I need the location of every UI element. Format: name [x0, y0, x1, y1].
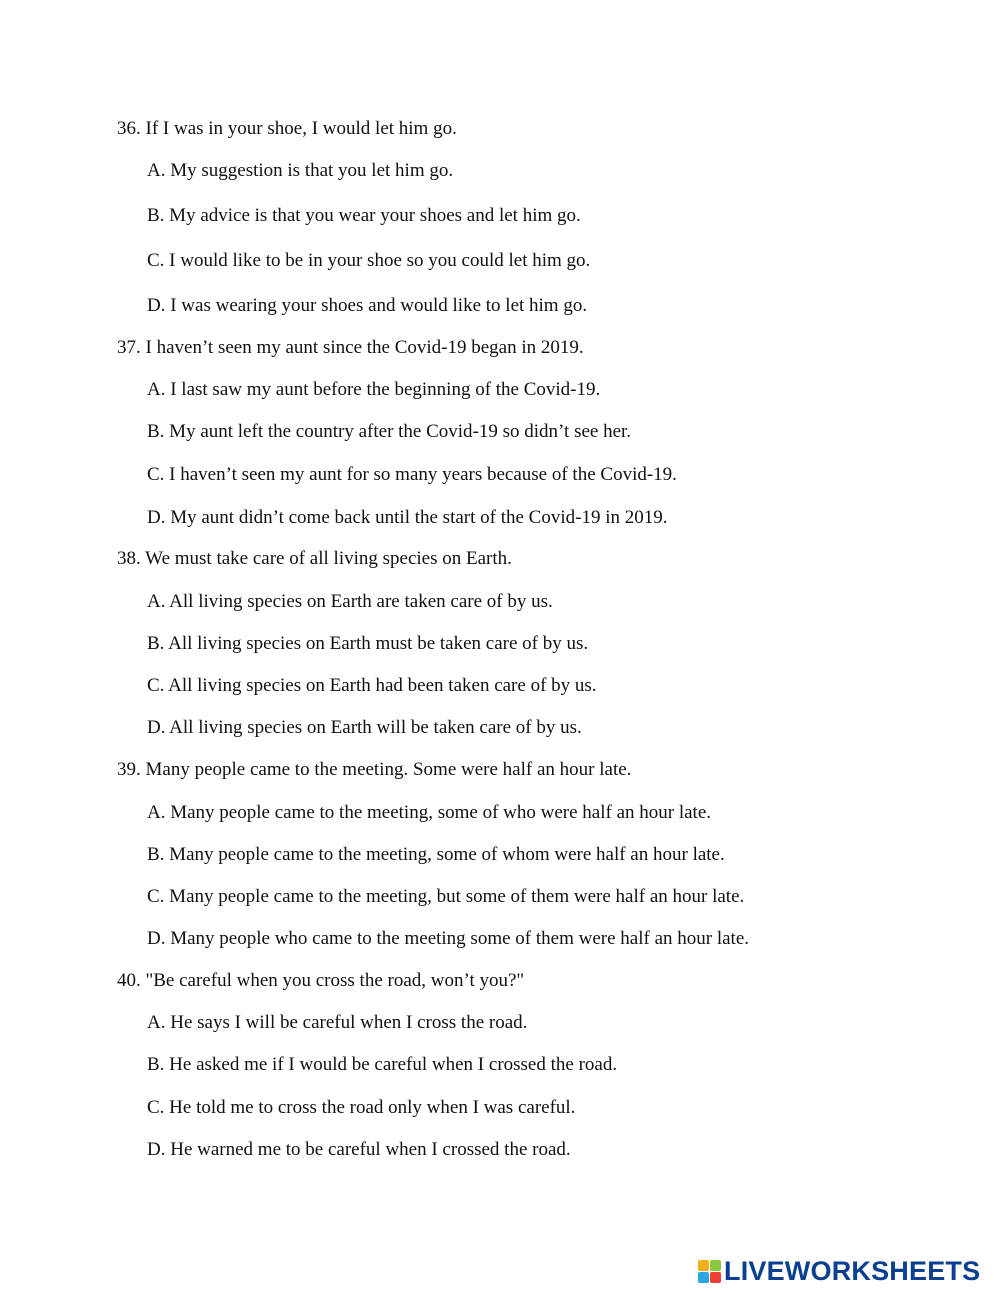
question-36-option-c: C. I would like to be in your shoe so you could let him go. [147, 250, 591, 271]
question-37-stem: 37. I haven’t seen my aunt since the Covid-19 began in 2019. [117, 337, 584, 358]
question-37-option-a: A. I last saw my aunt before the beginning of the Covid-19. [147, 379, 601, 400]
question-36-option-a: A. My suggestion is that you let him go. [147, 160, 454, 181]
question-37-option-d: D. My aunt didn’t come back until the start of the Covid-19 in 2019. [147, 507, 668, 528]
question-38-option-b: B. All living species on Earth must be taken care of by us. [147, 633, 589, 654]
question-39-option-b: B. Many people came to the meeting, some of whom were half an hour late. [147, 844, 725, 865]
question-36-option-d: D. I was wearing your shoes and would like to let him go. [147, 295, 588, 316]
question-40-option-a: A. He says I will be careful when I cross the road. [147, 1012, 528, 1033]
logo-blocks-icon [698, 1260, 721, 1283]
question-37-option-b: B. My aunt left the country after the Covid-19 so didn’t see her. [147, 421, 632, 442]
question-39-stem: 39. Many people came to the meeting. Some were half an hour late. [117, 759, 632, 780]
logo-block-1 [698, 1260, 709, 1271]
question-39-option-a: A. Many people came to the meeting, some of who were half an hour late. [147, 802, 712, 823]
question-36-option-b: B. My advice is that you wear your shoes and let him go. [147, 205, 581, 226]
question-38-option-a: A. All living species on Earth are taken care of by us. [147, 591, 553, 612]
question-39-option-c: C. Many people came to the meeting, but some of them were half an hour late. [147, 886, 745, 907]
question-40-option-b: B. He asked me if I would be careful when I crossed the road. [147, 1054, 618, 1075]
logo-block-4 [710, 1272, 721, 1283]
question-40-option-c: C. He told me to cross the road only when I was careful. [147, 1097, 576, 1118]
logo-text: LIVEWORKSHEETS [724, 1256, 981, 1286]
logo-block-2 [710, 1260, 721, 1271]
question-40-stem: 40. "Be careful when you cross the road, won’t you?" [117, 970, 525, 991]
question-36-stem: 36. If I was in your shoe, I would let him go. [117, 118, 457, 139]
question-38-option-c: C. All living species on Earth had been taken care of by us. [147, 675, 597, 696]
question-37-option-c: C. I haven’t seen my aunt for so many years because of the Covid-19. [147, 464, 677, 485]
question-38-option-d: D. All living species on Earth will be taken care of by us. [147, 717, 582, 738]
liveworksheets-logo [698, 1256, 980, 1286]
question-40-option-d: D. He warned me to be careful when I crossed the road. [147, 1139, 571, 1160]
question-38-stem: 38. We must take care of all living species on Earth. [117, 548, 512, 569]
logo-block-3 [698, 1272, 709, 1283]
question-39-option-d: D. Many people who came to the meeting some of them were half an hour late. [147, 928, 749, 949]
